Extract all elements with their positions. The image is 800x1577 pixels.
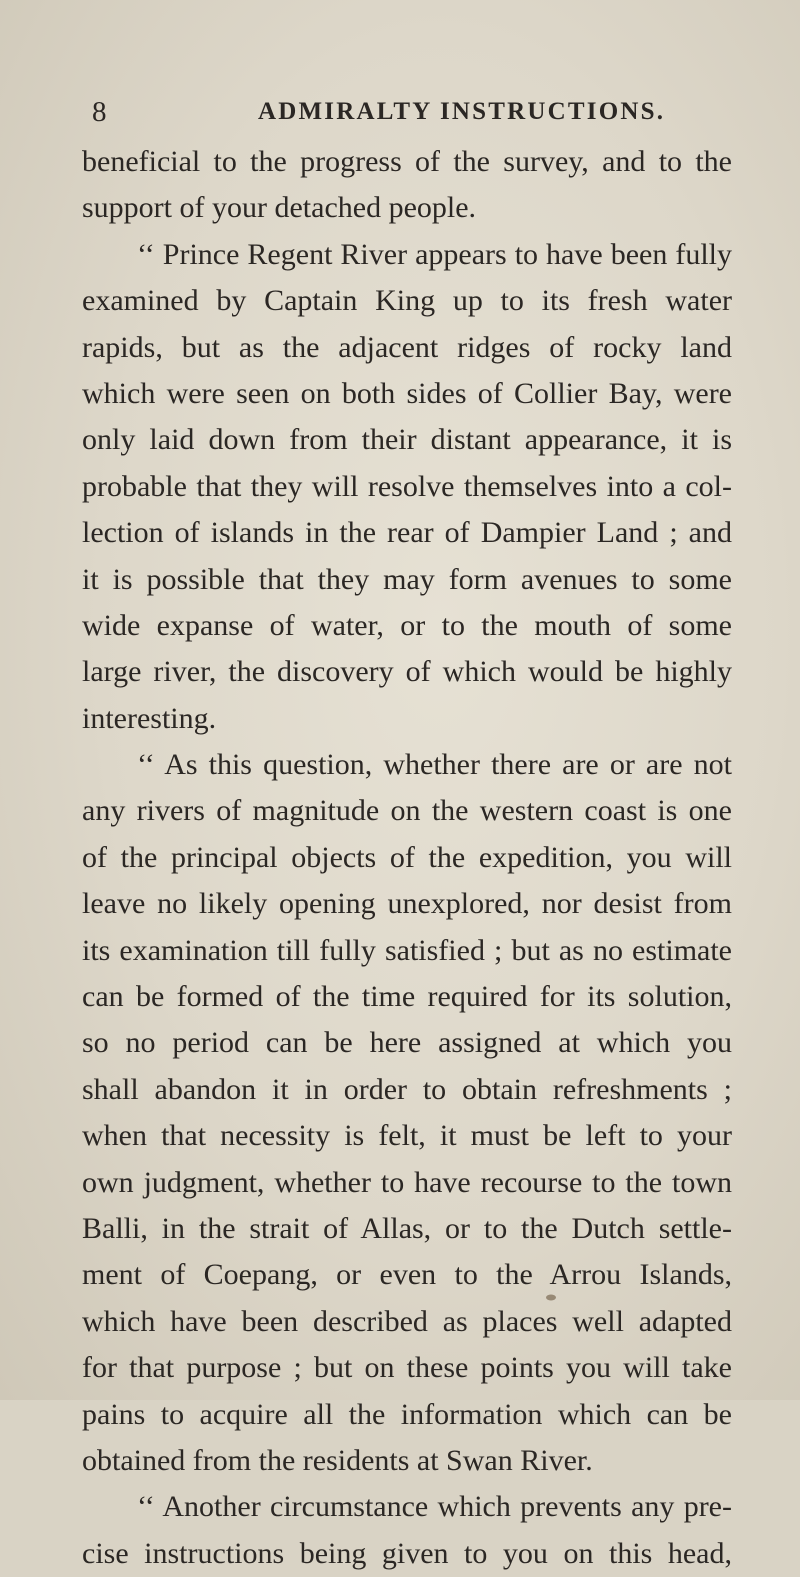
text-line: shall abandon it in order to obtain refreshments ; (82, 1072, 732, 1106)
paragraph-start-line: ‘‘ As this question, whether there are or are not (137, 748, 732, 782)
text-line: so no period can be here assigned at which you (82, 1026, 732, 1060)
text-line: which have been described as places well adapted (82, 1304, 732, 1338)
page-number: 8 (92, 96, 107, 128)
body-text (82, 139, 732, 1577)
ink-mark-icon (545, 1293, 557, 1302)
text-line: for that purpose ; but on these points you will take (82, 1351, 732, 1385)
text-line: obtained from the residents at Swan River. (82, 1443, 593, 1477)
text-line: support of your detached people. (82, 191, 477, 225)
text-line: large river, the discovery of which would be highly (82, 655, 732, 689)
text-line: lection of islands in the rear of Dampier Land ; and (82, 516, 732, 550)
text-line: can be formed of the time required for its solution, (82, 980, 732, 1014)
text-line: own judgment, whether to have recourse to the town (82, 1165, 732, 1199)
text-line: rapids, but as the adjacent ridges of rocky land (82, 330, 732, 364)
paragraph-start-line: ‘‘ Another circumstance which prevents any pre- (137, 1490, 732, 1524)
text-line: pains to acquire all the information which can be (82, 1397, 732, 1431)
text-line: any rivers of magnitude on the western coast is one (82, 794, 732, 828)
text-line: its examination till fully satisfied ; but as no estimate (82, 933, 732, 967)
text-line: wide expanse of water, or to the mouth of some (82, 608, 732, 642)
text-line: interesting. (82, 701, 217, 735)
running-title: ADMIRALTY INSTRUCTIONS. (258, 98, 666, 125)
text-line: of the principal objects of the expedition, you will (82, 840, 732, 874)
text-line: ment of Coepang, or even to the Arrou Islands, (82, 1258, 732, 1292)
text-line: cise instructions being given to you on this head, (82, 1536, 732, 1570)
text-line: it is possible that they may form avenues to some (82, 562, 732, 596)
text-line: only laid down from their distant appearance, it is (82, 423, 732, 457)
text-line: Balli, in the strait of Allas, or to the Dutch settle- (82, 1211, 732, 1245)
running-head (0, 92, 800, 132)
text-line: probable that they will resolve themselves into a col- (82, 469, 732, 503)
text-line: examined by Captain King up to its fresh water (82, 284, 732, 318)
paragraph-start-line: ‘‘ Prince Regent River appears to have been fully (137, 237, 732, 271)
text-line: beneficial to the progress of the survey, and to the (82, 145, 732, 178)
text-line: leave no likely opening unexplored, nor desist from (82, 887, 732, 921)
text-line: when that necessity is felt, it must be left to your (82, 1119, 732, 1153)
text-line: which were seen on both sides of Collier Bay, were (82, 376, 732, 410)
